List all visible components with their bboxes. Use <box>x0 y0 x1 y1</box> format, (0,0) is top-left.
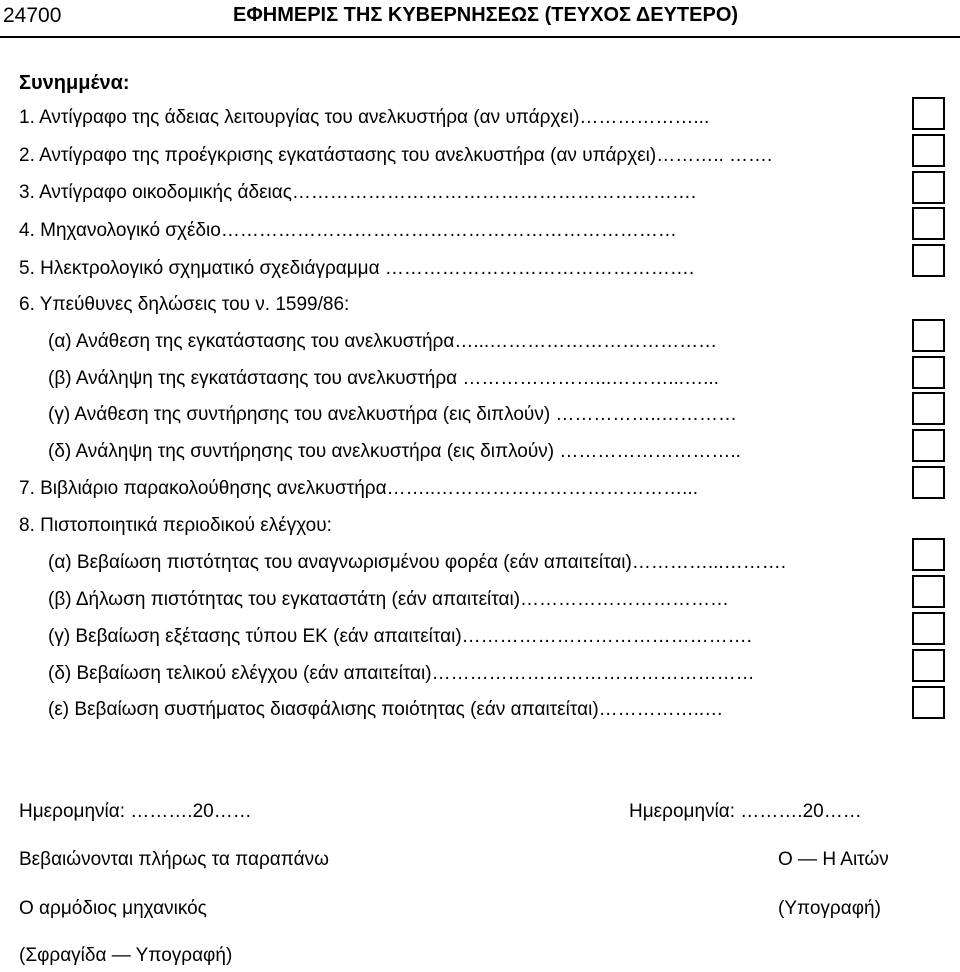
checkbox[interactable] <box>912 612 945 645</box>
list-item: 5. Ηλεκτρολογικό σχηματικό σχεδιάγραμμα …………………………………………. <box>19 258 695 279</box>
list-item: 6. Υπεύθυνες δηλώσεις του ν. 1599/86: <box>19 294 350 315</box>
list-item: (δ) Ανάληψη της συντήρησης του ανελκυστήρα (εις διπλούν) ……………………….. <box>48 441 741 462</box>
applicant-label: Ο — Η Αιτών <box>778 849 889 870</box>
list-item: (γ) Βεβαίωση εξέτασης τύπου ΕΚ (εάν απαιτείται)………………………………………. <box>48 626 752 647</box>
list-item: (β) Ανάληψη της εγκατάστασης του ανελκυστήρα …………………...………...…... <box>48 368 719 389</box>
list-item: (ε) Βεβαίωση συστήματος διασφάλισης ποιότητας (εάν απαιτείται)……………..… <box>48 699 724 720</box>
gazette-title: ΕΦΗΜΕΡΙΣ ΤΗΣ ΚΥΒΕΡΝΗΣΕΩΣ (ΤΕΥΧΟΣ ΔΕΥΤΕΡΟ) <box>233 4 739 26</box>
page-number: 24700 <box>3 4 62 27</box>
stamp-signature-label: (Σφραγίδα — Υπογραφή) <box>19 945 233 966</box>
list-item: (β) Δήλωση πιστότητας του εγκαταστάτη (εάν απαιτείται)…………………………… <box>48 589 730 610</box>
list-item: 7. Βιβλιάριο παρακολούθησης ανελκυστήρα……..…………………………………... <box>19 478 698 499</box>
checkbox[interactable] <box>912 97 945 130</box>
checkbox[interactable] <box>912 171 945 204</box>
list-item: 3. Αντίγραφο οικοδομικής άδειας………………………………………………………. <box>19 182 697 203</box>
checkbox[interactable] <box>912 686 945 719</box>
confirmation-text: Βεβαιώνονται πλήρως τα παραπάνω <box>19 849 329 870</box>
signature-label: (Υπογραφή) <box>778 898 881 919</box>
checkbox[interactable] <box>912 207 945 240</box>
checkbox[interactable] <box>912 134 945 167</box>
checkbox[interactable] <box>912 538 945 571</box>
checkbox[interactable] <box>912 319 945 352</box>
attachments-title: Συνημμένα: <box>19 72 130 94</box>
list-item: 4. Μηχανολογικό σχέδιο……………………………………………………………… <box>19 220 677 241</box>
list-item: (δ) Βεβαίωση τελικού ελέγχου (εάν απαιτείται)…………………………………………… <box>48 663 755 684</box>
checkbox[interactable] <box>912 575 945 608</box>
list-item: (α) Ανάθεση της εγκατάστασης του ανελκυστήρα…...……………………………… <box>48 331 718 352</box>
header-rule <box>0 36 960 38</box>
checkbox[interactable] <box>912 429 945 462</box>
checkbox[interactable] <box>912 392 945 425</box>
list-item: (γ) Ανάθεση της συντήρησης του ανελκυστήρα (εις διπλούν) ……………..………… <box>48 404 737 425</box>
date-right: Ημερομηνία: ……….20…… <box>629 801 862 822</box>
list-item: 8. Πιστοποιητικά περιοδικού ελέγχου: <box>19 515 332 536</box>
list-item: (α) Βεβαίωση πιστότητας του αναγνωρισμένου φορέα (εάν απαιτείται)…………...………. <box>48 552 786 573</box>
checkbox[interactable] <box>912 649 945 682</box>
date-left: Ημερομηνία: ……….20…… <box>19 801 252 822</box>
engineer-label: Ο αρμόδιος μηχανικός <box>19 898 207 919</box>
list-item: 2. Αντίγραφο της προέγκρισης εγκατάστασης του ανελκυστήρα (αν υπάρχει)……….. ……. <box>19 145 773 166</box>
list-item: 1. Αντίγραφο της άδειας λειτουργίας του ανελκυστήρα (αν υπάρχει)………………... <box>19 107 710 128</box>
checkbox[interactable] <box>912 244 945 277</box>
checkbox[interactable] <box>912 356 945 389</box>
checkbox[interactable] <box>912 466 945 499</box>
